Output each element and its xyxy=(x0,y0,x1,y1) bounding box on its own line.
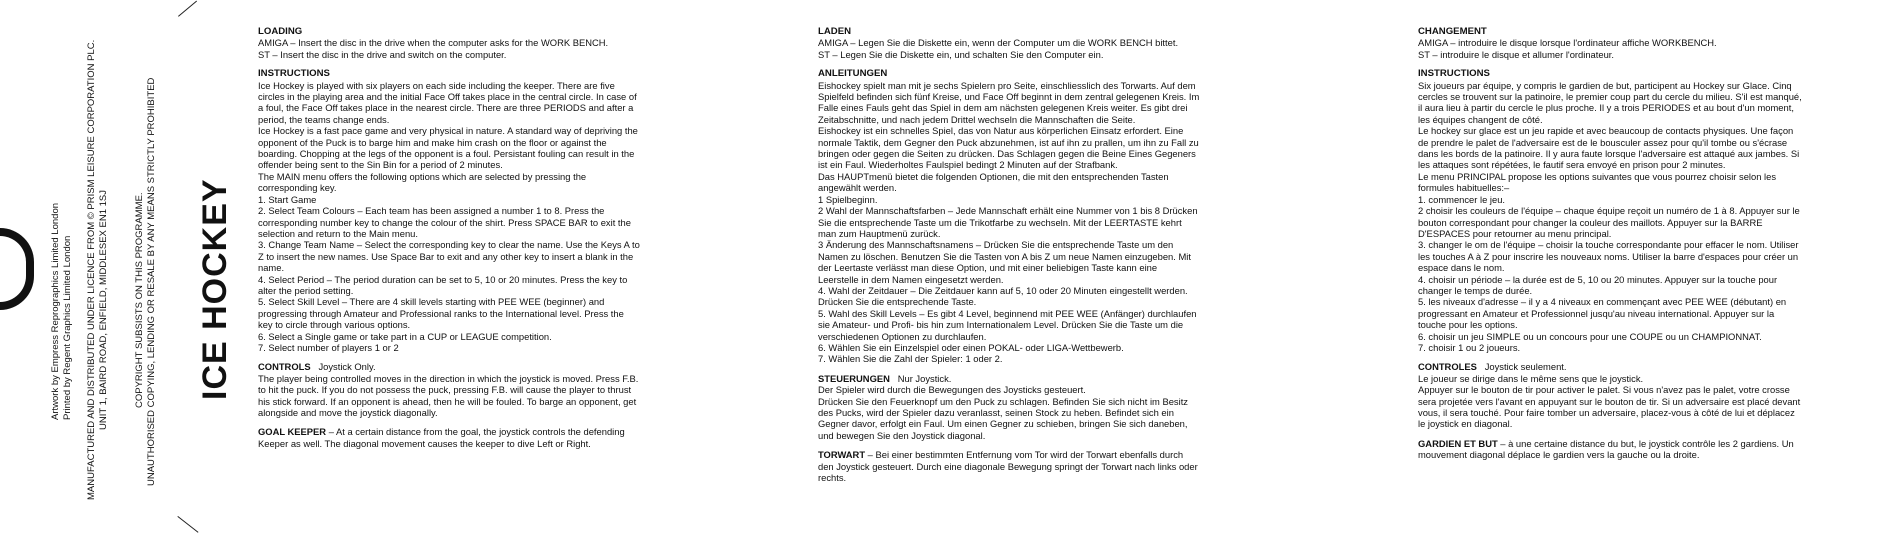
license-line-2: UNIT 1, BAIRD ROAD, ENFIELD, MIDDLESEX EN1 1SJ xyxy=(98,189,109,430)
loading-amiga: AMIGA – Legen Sie die Diskette ein, wenn der Computer um die WORK BENCH bittet. xyxy=(818,37,1179,49)
english-column xyxy=(258,26,640,449)
menu-item: 3. Change Team Name – Select the corresponding key to clear the name. Use the Keys A to Z to insert the new names. Use Space Bar to exit and any other key to insert a blank in the name. xyxy=(258,239,640,274)
menu-item: 7. choisir 1 ou 2 joueurs. xyxy=(1418,341,1521,353)
menu-item: 1. Start Game xyxy=(258,193,317,205)
menu-item: 7. Select number of players 1 or 2 xyxy=(258,341,399,353)
spine-license xyxy=(86,40,110,500)
loading-heading: CHANGEMENT xyxy=(1418,26,1487,37)
menu-item: 2. Select Team Colours – Each team has been assigned a number 1 to 8. Press the corresponding number key to change the colour of the shirt. Press SPACE BAR to exit the selection and return to the Main menu. xyxy=(258,205,631,239)
menu-item: 4. Select Period – The period duration can be set to 5, 10 or 20 minutes. Press the key to alter the period setting. xyxy=(258,273,628,296)
controls-sub: Joystick seulement. xyxy=(1484,361,1567,373)
spine-copyright xyxy=(134,78,158,486)
loading-st: ST – Insert the disc in the drive and switch on the computer. xyxy=(258,48,507,60)
loading-amiga: AMIGA – Insert the disc in the drive when the computer asks for the WORK BENCH. xyxy=(258,37,609,49)
goal-block xyxy=(258,426,640,449)
controls-block xyxy=(818,373,1200,384)
credits-line-2: Printed by Regent Graphics Limited London xyxy=(62,235,73,420)
controls-body: The player being controlled moves in the direction in which the joystick is moved. Press F.B. to hit the puck. If you do not possess the puck, pressing F.B. will cause the player to thrust his stick forward. If an opponent is ahead, then he will be fouled. To barge an opponent, get alongside and move the joystick diagonally. xyxy=(258,372,639,418)
instructions-heading: ANLEITUNGEN xyxy=(818,68,888,80)
loading-st: ST – introduire le disque et allumer l'ordinateur. xyxy=(1418,48,1614,60)
menu-item: 1 Spielbeginn. xyxy=(818,193,878,205)
menu-item: 5. Select Skill Level – There are 4 skill levels starting with PEE WEE (beginner) and progressing through Amateur and Professional ranks to the International level. Press the key to circle through various options. xyxy=(258,296,624,331)
goal-heading: GARDIEN ET BUT xyxy=(1418,437,1498,449)
menu-item: 4. Wahl der Zeitdauer – Die Zeitdauer kann auf 5, 10 oder 20 Minuten eingestellt werden. Drücken Sie die entsprechende Taste. xyxy=(818,284,1188,308)
goal-body: – Bei einer bestimmten Entfernung vom Tor wird der Torwart ebenfalls durch den Joystick gesteuert. Durch eine diagonale Bewegung springt der Torwart nach links oder rechts. xyxy=(818,449,1198,484)
game-title: ICE HOCKEY xyxy=(196,178,234,400)
copyright-line-2: UNAUTHORISED COPYING, LENDING OR RESALE BY ANY MEANS STRICTLY PROHIBITED xyxy=(146,77,157,486)
loading-st: ST – Legen Sie die Diskette ein, und schalten Sie den Computer ein. xyxy=(818,48,1104,60)
goal-body: – At a certain distance from the goal, the joystick controls the defending Keeper as well. The diagonal movement causes the keeper to dive Left or Right. xyxy=(258,426,625,449)
menu-item: 6. choisir un jeu SIMPLE ou un concours pour une COUPE ou un CHAMPIONNAT. xyxy=(1418,330,1762,342)
controls-block xyxy=(1418,361,1802,372)
loading-heading: LADEN xyxy=(818,26,852,37)
fold-mark-top xyxy=(178,1,197,17)
controls-heading: CONTROLS xyxy=(258,361,311,373)
goal-block xyxy=(818,449,1200,483)
controls-sub: Nur Joystick. xyxy=(897,372,952,384)
menu-item: 1. commencer le jeu. xyxy=(1418,193,1506,205)
menu-item: 6. Select a Single game or take part in a CUP or LEAGUE competition. xyxy=(258,330,552,342)
controls-heading: STEUERUNGEN xyxy=(818,372,890,384)
controls-body: Der Spieler wird durch die Bewegungen des Joysticks gesteuert. Drücken Sie den Feuerknopf um den Puck zu schlagen. Befinden Sie sich nicht im Besitz des Pucks, wird der Spieler dazu veranlasst, seinen Stock zu heben. Befindet sich ein Gegner davor, erfolgt ein Faul. Um einen Gegner zu schieben, bringen Sie sich daneben, und bewegen Sie den Joystick diagonal. xyxy=(818,384,1188,441)
menu-item: 2 choisir les couleurs de l'équipe – chaque équipe reçoit un numéro de 1 à 8. Appuyer sur le bouton correspondant pour changer la couleur des maillots. Appuyer sur la BARRE D'ESPACES pour retourner au menu principal. xyxy=(1418,205,1800,239)
menu-item: 6. Wählen Sie ein Einzelspiel oder einen POKAL- oder LIGA-Wettbewerb. xyxy=(818,341,1124,353)
instructions-body: Ice Hockey is played with six players on each side including the keeper. There are five circles in the playing area and the initial Face Off takes place in the central circle. In case of a foul, the Face Off takes place in the nearest circle. There are three PERIODS and after a period, the teams change ends. Ice Hockey is a fast pace game and very physical in nature. A standard way of depriving the opponent of the Puck is to barge him and make him crash on the floor or against the boarding. Chopping at the legs of the opponent is a foul. Persistant fouling can result in the offender being sent to the Sin Bin for a period of 2 minutes. The MAIN menu offers the following options which are selected by pressing the corresponding key. xyxy=(258,79,638,194)
instructions-heading: INSTRUCTIONS xyxy=(1418,68,1490,80)
credits-line-1: Artwork by Empress Reprographics Limited London xyxy=(50,202,61,420)
loading-heading: LOADING xyxy=(258,26,303,37)
menu-item: 5. les niveaux d'adresse – il y a 4 niveaux en commençant avec PEE WEE (débutant) en progressant en Amateur et Professionnel jusqu'au niveau international. Appuyer sur la touche pour les options. xyxy=(1418,296,1787,331)
menu-item: 5. Wahl des Skill Levels – Es gibt 4 Level, beginnend mit PEE WEE (Anfänger) durchlaufen sie Amateur- und Profi- bis hin zum Internationalem Level. Drücken Sie die Taste um die verschiedenen Optionen zu durchlaufen. xyxy=(818,307,1197,342)
instructions-body: Six joueurs par équipe, y compris le gardien de but, participent au Hockey sur Glace. Cinq cercles se trouvent sur la patinoire, le premier coup part du cercle du milieu. S'il est manqué, il aura lieu à partir du cercle le plus proche. Il y a trois PERIODES et au bout d'un moment, les équipes changent de côté. Le hockey sur glace est un jeu rapide et avec beaucoup de contacts physiques. Une façon de prendre le palet de l'adversaire est de le bousculer assez pour qu'il tombe ou s'écrase dans les bords de la patinoire. Il y aura faute lorsque l'adversaire est attaqué aux jambes. Si les attaques sont répétées, le fautif sera envoyé en prison pour 2 minutes. Le menu PRINCIPAL propose les options suivantes que vous pourrez choisir selon les formules habituelles:– xyxy=(1418,79,1802,194)
loading-amiga: AMIGA – introduire le disque lorsque l'ordinateur affiche WORKBENCH. xyxy=(1418,37,1717,49)
german-column xyxy=(818,26,1200,483)
controls-body: Le joueur se dirige dans le même sens que le joystick. Appuyer sur le bouton de tir pour activer le palet. Si vous n'avez pas le palet, votre crosse sera projetée vers l'avant en appuyant sur le bouton de tir. Si un adversaire est placé devant vous, il sera touché. Pour faire tomber un adversaire, placez-vous à côté de lui et déplacez le joystick en diagonal. xyxy=(1418,372,1801,430)
menu-item: 7. Wählen Sie die Zahl der Spieler: 1 oder 2. xyxy=(818,353,1003,365)
fold-mark-bottom xyxy=(177,516,198,533)
goal-body: – à une certaine distance du but, le joystick contrôle les 2 gardiens. Un mouvement diagonal déplace le gardien vers la gauche ou la droite. xyxy=(1418,437,1794,461)
controls-heading: CONTROLES xyxy=(1418,361,1477,373)
instructions-heading: INSTRUCTIONS xyxy=(258,68,330,80)
menu-item: 2 Wahl der Mannschaftsfarben – Jede Mannschaft erhält eine Nummer von 1 bis 8 Drücken Sie die entsprechende Taste um die Trikotfarbe zu wechseln. Mit der LEERTASTE kehrt man zum Hauptmenü zurück. xyxy=(818,205,1198,239)
menu-item: 4. choisir un période – la durée est de 5, 10 ou 20 minutes. Appuyer sur la touche pour changer le temps de durée. xyxy=(1418,273,1778,296)
goal-heading: TORWART xyxy=(818,449,866,461)
french-column xyxy=(1418,26,1802,461)
goal-block xyxy=(1418,438,1802,461)
instructions-body: Eishockey spielt man mit je sechs Spielern pro Seite, einschliesslich des Torwarts. Auf dem Spielfeld befinden sich fünf Kreise, und Face Off beginnt in dem zentral gelegenen Kreis. Im Falle eines Fauls geht das Spiel in dem am nächsten gelegenen Kreis weiter. Es gibt drei Zeitabschnitte, und nach jedem Drittel wechseln die Mannschaften die Seite. Eishockey ist ein schnelles Spiel, das von Natur aus körperlichen Einsatz erfordert. Eine normale Taktik, dem Gegner den Puck abzunehmen, ist auf ihn zu prallen, um ihn zu Fall zu bringen oder gegen die Seiten zu drücken. Das Schlagen gegen die Beine Eines Gegeners ist ein Faul. Wiederholtes Faulspiel bedingt 2 Minuten auf der Strafbank. Das HAUPTmenü bietet die folgenden Optionen, die mit den entsprechenden Tasten angewählt werden. xyxy=(818,79,1200,194)
copyright-line-1: COPYRIGHT SUBSISTS ON THIS PROGRAMME. xyxy=(134,192,145,408)
goal-heading: GOAL KEEPER xyxy=(258,426,327,438)
controls-sub: Joystick Only. xyxy=(318,361,376,373)
menu-item: 3. changer le om de l'équipe – choisir la touche correspondante pour effacer le nom. Utiliser les touches A à Z pour inscrire les nouveaux noms. Utiliser la barre d'espaces pour créer un espace dans le nom. xyxy=(1418,239,1799,274)
license-line-1: MANUFACTURED AND DISTRIBUTED UNDER LICENCE FROM © PRISM LEISURE CORPORATION PLC. xyxy=(86,39,97,500)
menu-item: 3 Änderung des Mannschaftsnamens – Drücken Sie die entsprechende Taste um den Namen zu löschen. Benutzen Sie die Tasten von A bis Z um neue Namen einzugeben. Mit der Leertaste verlässt man diese Option, und mit einer beliebigen Taste kann eine Leerstelle in dem Namen eingesetzt werden. xyxy=(818,239,1191,285)
spine-credits xyxy=(50,203,74,420)
controls-block xyxy=(258,361,640,372)
